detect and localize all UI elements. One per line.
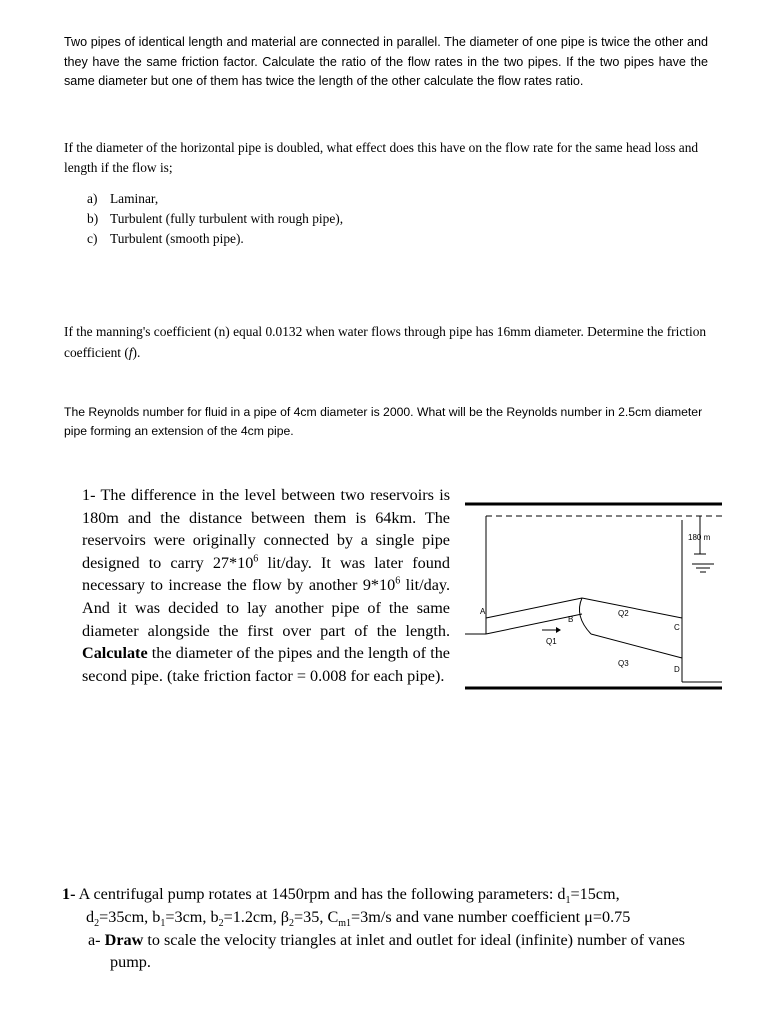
problem-manning-coefficient: If the manning's coefficient (n) equal 0.0132 when water flows through pipe has 16mm diameter. Determine the friction coefficient (f). bbox=[64, 324, 707, 360]
pump-line-2: $d_2=35cm$, $b_1=3cm$, $b_2=1.2cm$, $\beta_2=35$, $C_{m1}=3m/s$ and vane number coefficient μ=0.75 bbox=[86, 907, 631, 930]
point-d-label: D bbox=[674, 665, 680, 674]
problem-reservoirs: 1- The difference in the level between two reservoirs is 180m and the distance between them is 64km. The reservoirs were originally connected by a single pipe designed to carry $27*10^6$ lit/day. It was later found necessary to increase the flow by another $9*10^6$ lit/day. And it was decided to lay another pipe of the same diameter alongside the first over part of the length. Calculate the diameter of the pipes and the length of the second pipe. (take friction factor = 0.008 for each pipe). bbox=[82, 486, 451, 685]
head-label: 180 m bbox=[688, 533, 711, 542]
point-a-label: A bbox=[480, 607, 486, 616]
pump-part-a: a- Draw to scale the velocity triangles at inlet and outlet for ideal (infinite) number of vanes pump. bbox=[88, 930, 685, 972]
q3-label: Q3 bbox=[618, 659, 629, 668]
point-c-label: C bbox=[674, 623, 680, 632]
list-item: c) Turbulent (smooth pipe). bbox=[87, 231, 244, 246]
q2-label: Q2 bbox=[618, 609, 629, 618]
problem-reynolds-number: The Reynolds number for fluid in a pipe of 4cm diameter is 2000. What will be the Reynolds number in 2.5cm diameter pipe forming an extension of the 4cm pipe. bbox=[64, 405, 703, 438]
pipe-junction bbox=[579, 598, 591, 634]
list-item: b) Turbulent (fully turbulent with rough pipe), bbox=[87, 211, 344, 226]
pipe-bd-bottom bbox=[591, 634, 682, 658]
reservoir-pipes-diagram bbox=[464, 500, 726, 692]
problem-parallel-pipes: Two pipes of identical length and material are connected in parallel. The diameter of one pipe is twice the other and they have the same friction factor. Calculate the ratio of the flow rates in the two pipes. If the two pipes have the same diameter but one of them has twice the length of the other calculate the flow rates ratio. bbox=[64, 35, 708, 88]
pipe-bc-top bbox=[582, 598, 682, 618]
problem-centrifugal-pump bbox=[62, 883, 722, 974]
flow-type-list bbox=[87, 189, 343, 249]
point-b-label: B bbox=[568, 615, 574, 624]
q1-label: Q1 bbox=[546, 637, 557, 646]
problem-diameter-doubled: If the diameter of the horizontal pipe is doubled, what effect does this have on the flow rate for the same head loss and length if the flow is; bbox=[64, 140, 699, 175]
list-item: a) Laminar, bbox=[87, 191, 159, 206]
pump-line-1: 1- A centrifugal pump rotates at 1450rpm and has the following parameters: $d_1=15cm$, bbox=[62, 885, 620, 907]
